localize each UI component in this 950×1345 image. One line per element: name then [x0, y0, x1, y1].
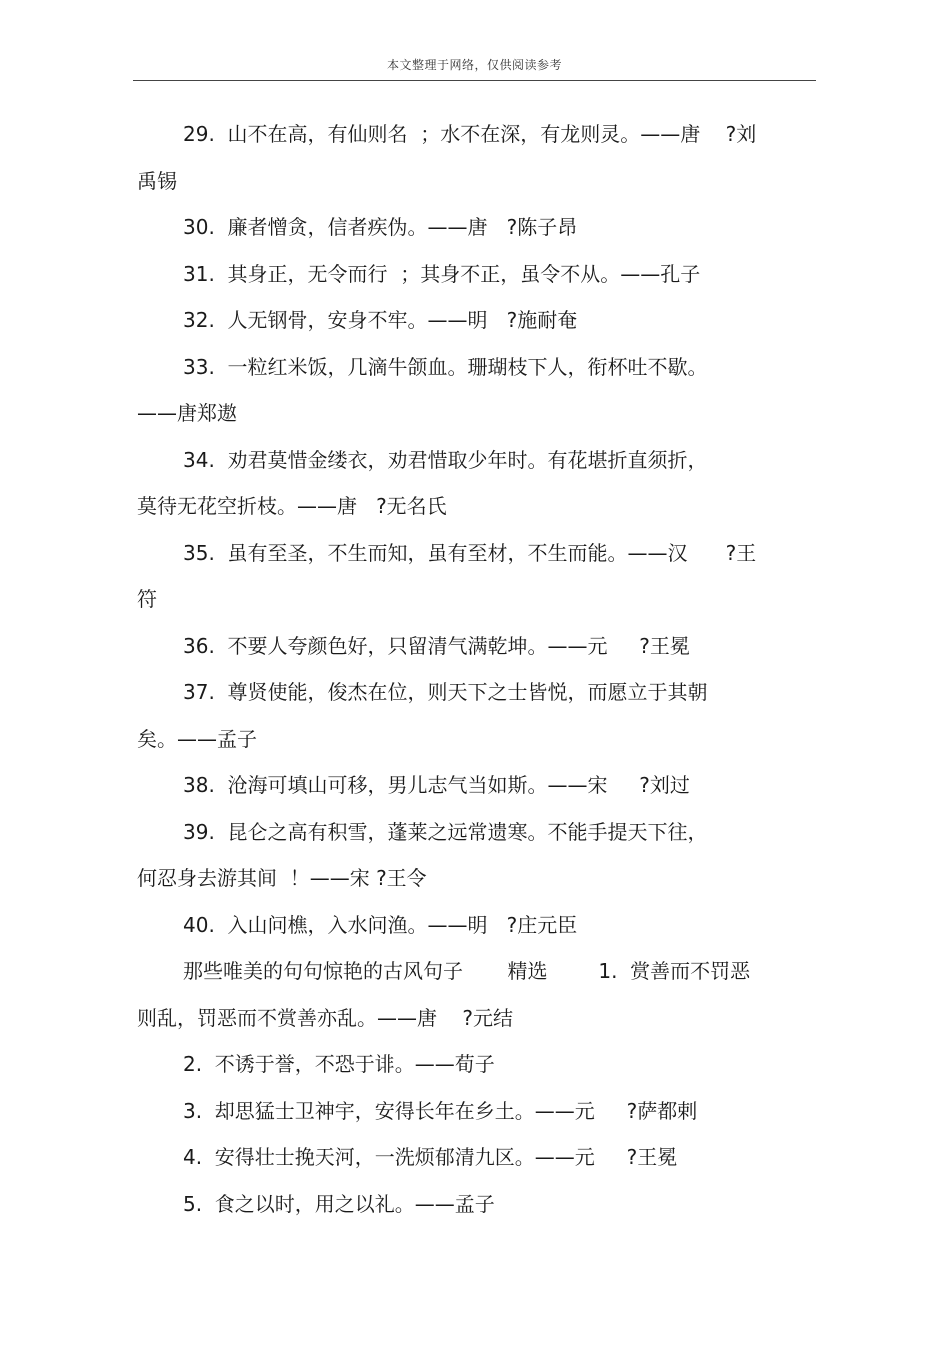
text-line: 37. 尊贤使能，俊杰在位，则天下之士皆悦，而愿立于其朝	[183, 680, 708, 704]
text-line: 33. 一粒红米饭，几滴牛颌血。珊瑚枝下人，衔杯吐不歇。	[183, 354, 708, 379]
text-line: 那些唯美的句句惊艳的古风句子 精选 1. 赏善而不罚恶	[183, 959, 751, 983]
text-line: 莫待无花空折枝。——唐 ?无名氏	[137, 494, 447, 518]
text-line: 何忍身去游其间 ！——宋 ?王令	[137, 866, 427, 890]
page-header: 本文整理于网络，仅供阅读参考	[386, 58, 562, 72]
text-line: 36. 不要人夸颜色好，只留清气满乾坤。——元 ?王冕	[183, 633, 690, 658]
text-line: 5. 食之以时，用之以礼。——孟子	[183, 1191, 495, 1216]
text-line: 34. 劝君莫惜金缕衣，劝君惜取少年时。有花堪折直须折，	[183, 447, 708, 472]
text-line: 4. 安得壮士挽天河，一洗烦郁清九区。——元 ?王冕	[183, 1145, 678, 1169]
text-line: 29. 山不在高，有仙则名 ；水不在深，有龙则灵。——唐 ?刘	[183, 122, 757, 146]
text-line: 39. 昆仑之高有积雪，蓬莱之远常遗寒。不能手提天下往，	[183, 819, 708, 844]
text-line: 31. 其身正，无令而行 ；其身不正，虽令不从。——孔子	[183, 261, 701, 286]
text-line: 38. 沧海可填山可移，男儿志气当如斯。——宋 ?刘过	[183, 773, 690, 797]
document-body	[137, 114, 805, 1230]
text-line: 矣。——孟子	[137, 726, 257, 751]
text-line: 符	[137, 587, 157, 611]
text-line: 3. 却思猛士卫神宇，安得长年在乡土。——元 ?萨都剌	[183, 1098, 698, 1123]
text-line: 则乱，罚恶而不赏善亦乱。——唐 ?元结	[137, 1005, 514, 1030]
text-line: 30. 廉者憎贪，信者疾伪。——唐 ?陈子昂	[183, 215, 578, 239]
text-line: 2. 不诱于誉，不恐于诽。——荀子	[183, 1052, 495, 1076]
text-line: 禹锡	[137, 168, 177, 193]
text-line: 32. 人无钢骨，安身不牢。——明 ?施耐奄	[183, 308, 578, 332]
text-line: ——唐郑遨	[137, 401, 237, 425]
header-divider	[133, 80, 816, 81]
text-line: 40. 入山问樵，入水问渔。——明 ?庄元臣	[183, 912, 578, 937]
text-line: 35. 虽有至圣，不生而知，虽有至材，不生而能。——汉 ?王	[183, 540, 757, 565]
